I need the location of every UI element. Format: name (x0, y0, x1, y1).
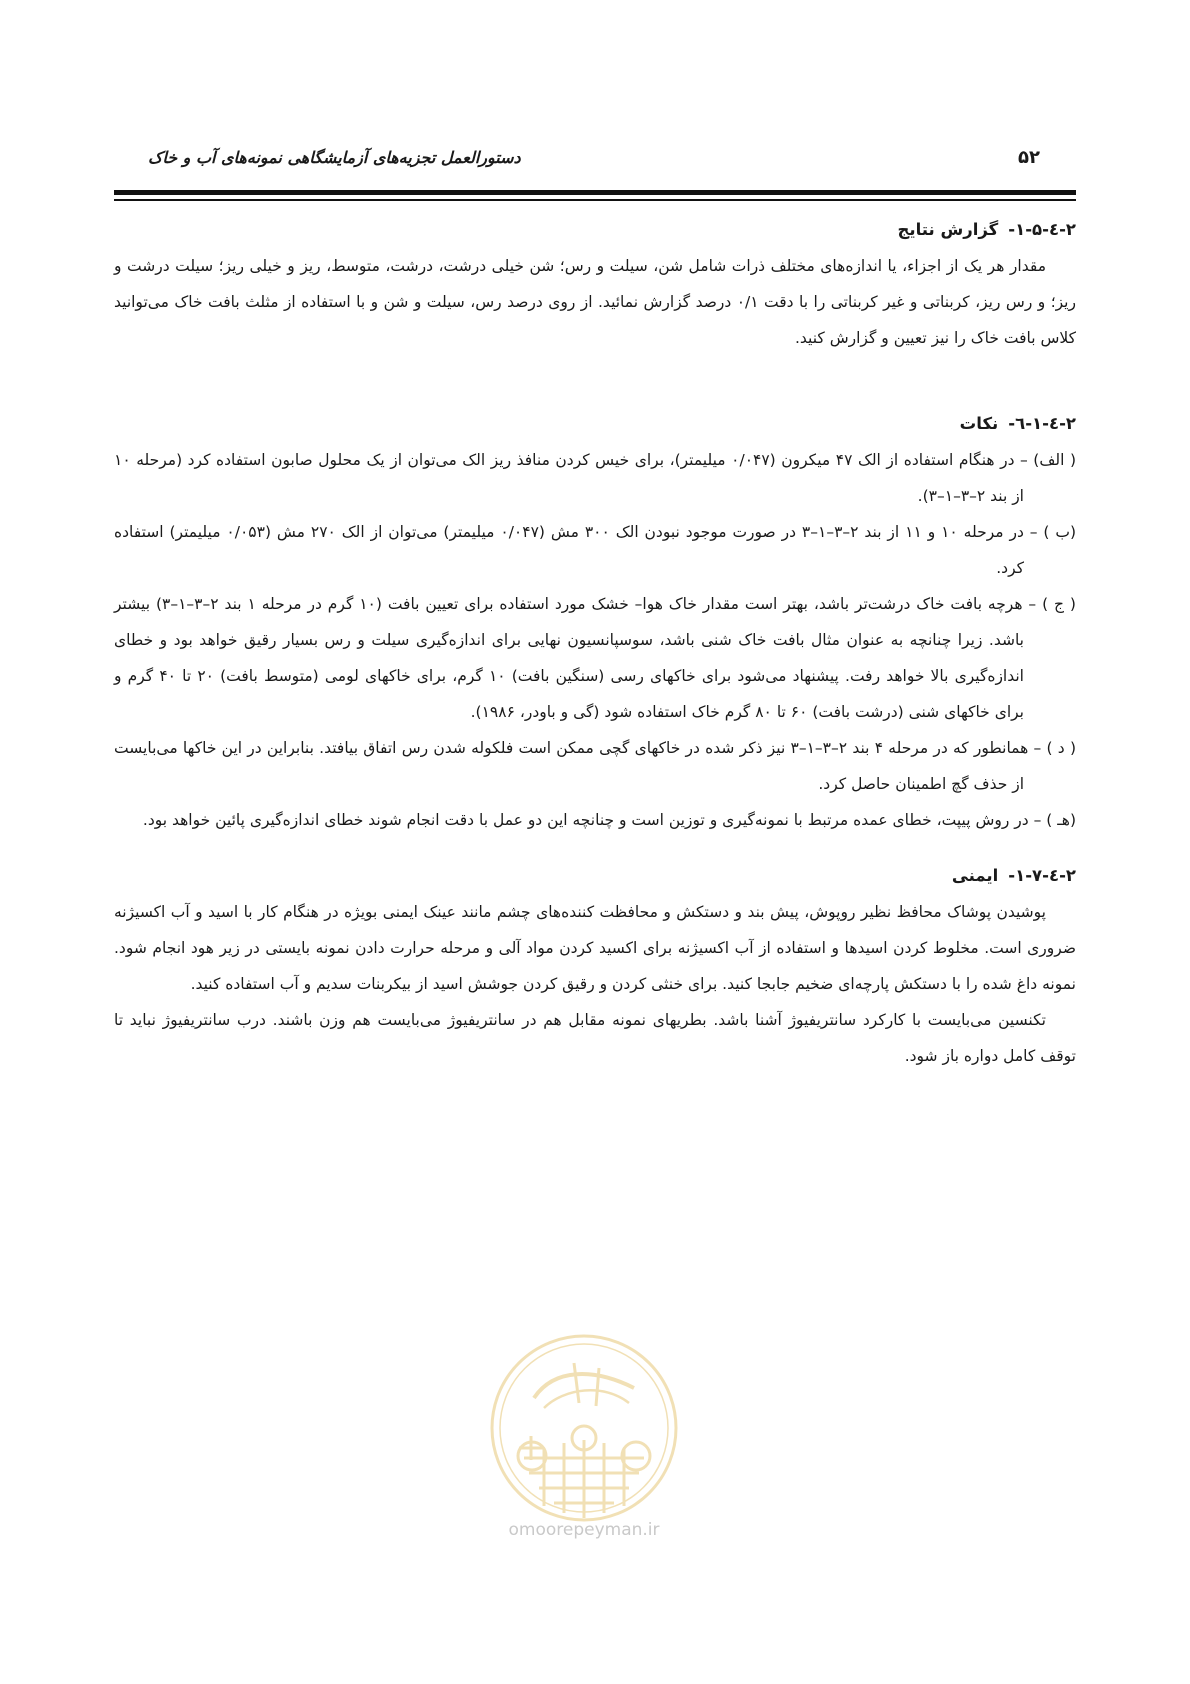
note-text: (هـ ) – در روش پیپت، خطای عمده مرتبط با نمونه‌گیری و توزین است و چنانچه این دو عمل با دقت انجام شوند خطای اندازه‌گیری پائین خواهد بود. (142, 811, 1076, 829)
watermark-seal-logo (484, 1328, 684, 1528)
safety-paragraph: پوشیدن پوشاک محافظ نظیر روپوش، پیش بند و دستکش و محافظت کننده‌های چشم مانند عینک ایمنی بویژه در هنگام کار با اسید و آب اکسیژنه ضروری است. مخلوط کردن اسیدها و استفاده از آب اکسیژنه برای اکسید کردن مواد آلی و مرحله حرارت دادن نمونه بایستی در زیر هود انجام شود. نمونه داغ شده را با دستکش پارچه‌ای ضخیم جابجا کنید. برای خنثی کردن و رقیق کردن جوشش اسید از بیکربنات سدیم و آب استفاده کنید. (114, 903, 1076, 993)
running-header (148, 140, 1040, 174)
page-body (114, 210, 1076, 1074)
section-title: گزارش نتایج (897, 220, 999, 239)
section-number: ۲-٤-۱-۵- (1008, 220, 1076, 239)
section-heading-safety (114, 856, 1076, 894)
section-safety (114, 856, 1076, 1074)
section-heading-notes (114, 404, 1076, 442)
section-number: ۲-٤-۱-٦- (1008, 414, 1076, 433)
note-text: ( الف) – در هنگام استفاده از الک ۴۷ میکرون (۰/۰۴۷ میلیمتر)، برای خیس کردن منافذ ریز الک می‌توان از یک محلول صابون استفاده کرد (مرحله ۱۰ از بند ۲–۳–۱–۳). (114, 451, 1076, 505)
note-item-alef (114, 442, 1076, 514)
note-text: ( ج ) – هرچه بافت خاک درشت‌تر باشد، بهتر است مقدار خاک هوا– خشک مورد استفاده برای تعیین بافت (۱۰ گرم در مرحله ۱ بند ۲–۳–۱–۳) بیشتر باشد. زیرا چنانچه به عنوان مثال بافت خاک شنی باشد، سوسپانسیون نهایی برای اندازه‌گیری سیلت و رس بسیار رقیق خواهد بود و خطای اندازه‌گیری بالا خواهد رفت. پیشنهاد می‌شود برای خاکهای رسی (سنگین بافت) ۱۰ گرم، برای خاکهای لومی (متوسط بافت) ۲۰ تا ۴۰ گرم و برای خاکهای شنی (درشت بافت) ۶۰ تا ۸۰ گرم خاک استفاده شود (گی و باودر، ۱۹۸۶). (114, 595, 1076, 721)
note-text: ( د ) – همانطور که در مرحله ۴ بند ۲–۳–۱–۳ نیز ذکر شده در خاکهای گچی ممکن است فلکوله شدن رس اتفاق بیافتد. بنابراین در این خاکها می‌بایست از حذف گچ اطمینان حاصل کرد. (114, 739, 1076, 793)
note-item-jim (114, 586, 1076, 730)
header-rule-thick (114, 190, 1076, 195)
section-title: ایمنی (951, 866, 999, 885)
running-title: دستورالعمل تجزیه‌های آزمایشگاهی نمونه‌های آب و خاک (148, 147, 521, 167)
note-text: (ب ) – در مرحله ۱۰ و ۱۱ از بند ۲–۳–۱–۳ در صورت موجود نبودن الک ۳۰۰ مش (۰/۰۴۷ میلیمتر) می‌توان از الک ۲۷۰ مش (۰/۰۵۳ میلیمتر) استفاده کرد. (114, 523, 1077, 577)
section-number: ۲-٤-۱-۷- (1008, 866, 1076, 885)
note-item-dal (114, 730, 1076, 802)
note-item-be (114, 514, 1076, 586)
report-paragraph: مقدار هر یک از اجزاء، یا اندازه‌های مختلف ذرات شامل شن، سیلت و رس؛ شن خیلی درشت، درشت، متوسط، ریز و خیلی ریز؛ سیلت درشت و ریز؛ و رس ریز، کربناتی و غیر کربناتی را با دقت ۰/۱ درصد گزارش نمائید. از روی درصد رس، سیلت و شن و با استفاده از مثلث بافت خاک می‌توانید کلاس بافت خاک را نیز تعیین و گزارش کنید. (114, 257, 1076, 347)
watermark-url: omoorepeyman.ir (508, 1520, 660, 1540)
header-rule-thin (114, 199, 1076, 201)
section-heading-report (114, 210, 1076, 248)
note-item-he (114, 802, 1076, 838)
section-report (114, 210, 1076, 396)
section-title: نکات (959, 414, 999, 433)
page-number: ۵۲ (1018, 146, 1040, 168)
centrifuge-paragraph: تکنسین می‌بایست با کارکرد سانتریفیوژ آشنا باشد. بطریهای نمونه مقابل هم در سانتریفیوژ می‌بایست هم وزن باشند. درب سانتریفیوژ نباید تا توقف کامل دواره باز شود. (114, 1011, 1076, 1065)
section-notes (114, 404, 1076, 838)
notes-list (114, 442, 1076, 838)
